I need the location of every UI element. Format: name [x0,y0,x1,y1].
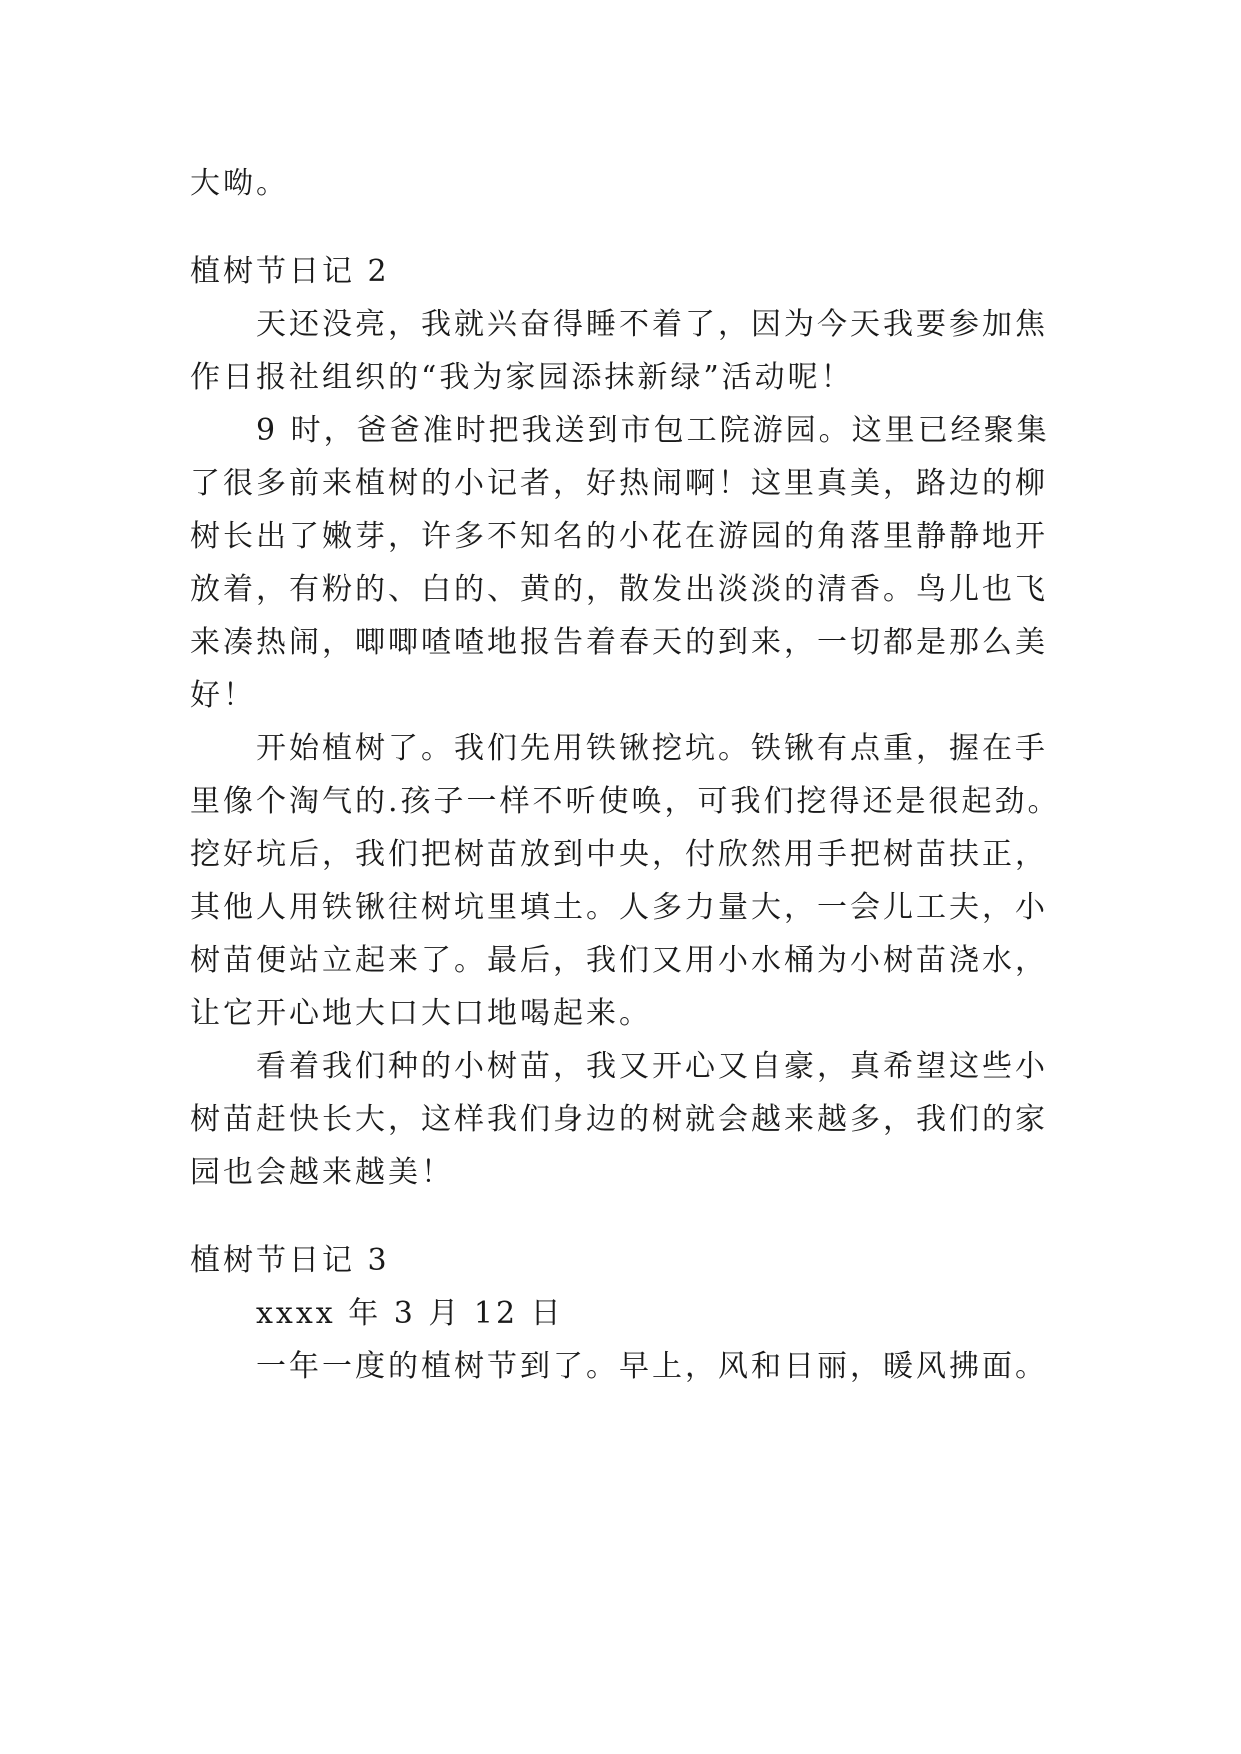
text-line: 开始植树了。我们先用铁锹挖坑。铁锹有点重，握在手 [256,731,1048,766]
date-line: xxxx 年 3 月 12 日 [256,1296,564,1331]
section-title: 植树节日记 3 [190,1243,390,1278]
text-line: 里像个淘气的.孩子一样不听使唤，可我们挖得还是很起劲。 [190,784,1061,819]
text-line: 看着我们种的小树苗，我又开心又自豪，真希望这些小 [256,1049,1048,1084]
text-line: 大呦。 [190,166,289,201]
text-line: 来凑热闹，唧唧喳喳地报告着春天的到来，一切都是那么美 [190,625,1048,660]
text-line: 放着，有粉的、白的、黄的，散发出淡淡的清香。鸟儿也飞 [190,572,1048,607]
text-line: 好！ [190,678,256,713]
text-line: 了很多前来植树的小记者，好热闹啊！这里真美，路边的柳 [190,466,1048,501]
text-line: 树长出了嫩芽，许多不知名的小花在游园的角落里静静地开 [190,519,1048,554]
text-line: 作日报社组织的“我为家园添抹新绿”活动呢！ [190,360,854,395]
text-line: 园也会越来越美！ [190,1155,454,1190]
text-line: 其他人用铁锹往树坑里填土。人多力量大，一会儿工夫，小 [190,890,1048,925]
text-line: 挖好坑后，我们把树苗放到中央，付欣然用手把树苗扶正， [190,837,1048,872]
text-line: 树苗便站立起来了。最后，我们又用小水桶为小树苗浇水， [190,943,1048,978]
text-line: 9 时，爸爸准时把我送到市包工院游园。这里已经聚集 [256,413,1050,448]
text-line: 一年一度的植树节到了。早上，风和日丽，暖风拂面。 [256,1349,1048,1384]
text-line: 树苗赶快长大，这样我们身边的树就会越来越多，我们的家 [190,1102,1048,1137]
text-line: 让它开心地大口大口地喝起来。 [190,996,652,1031]
text-line: 天还没亮，我就兴奋得睡不着了，因为今天我要参加焦 [256,307,1048,342]
section-title: 植树节日记 2 [190,254,390,289]
